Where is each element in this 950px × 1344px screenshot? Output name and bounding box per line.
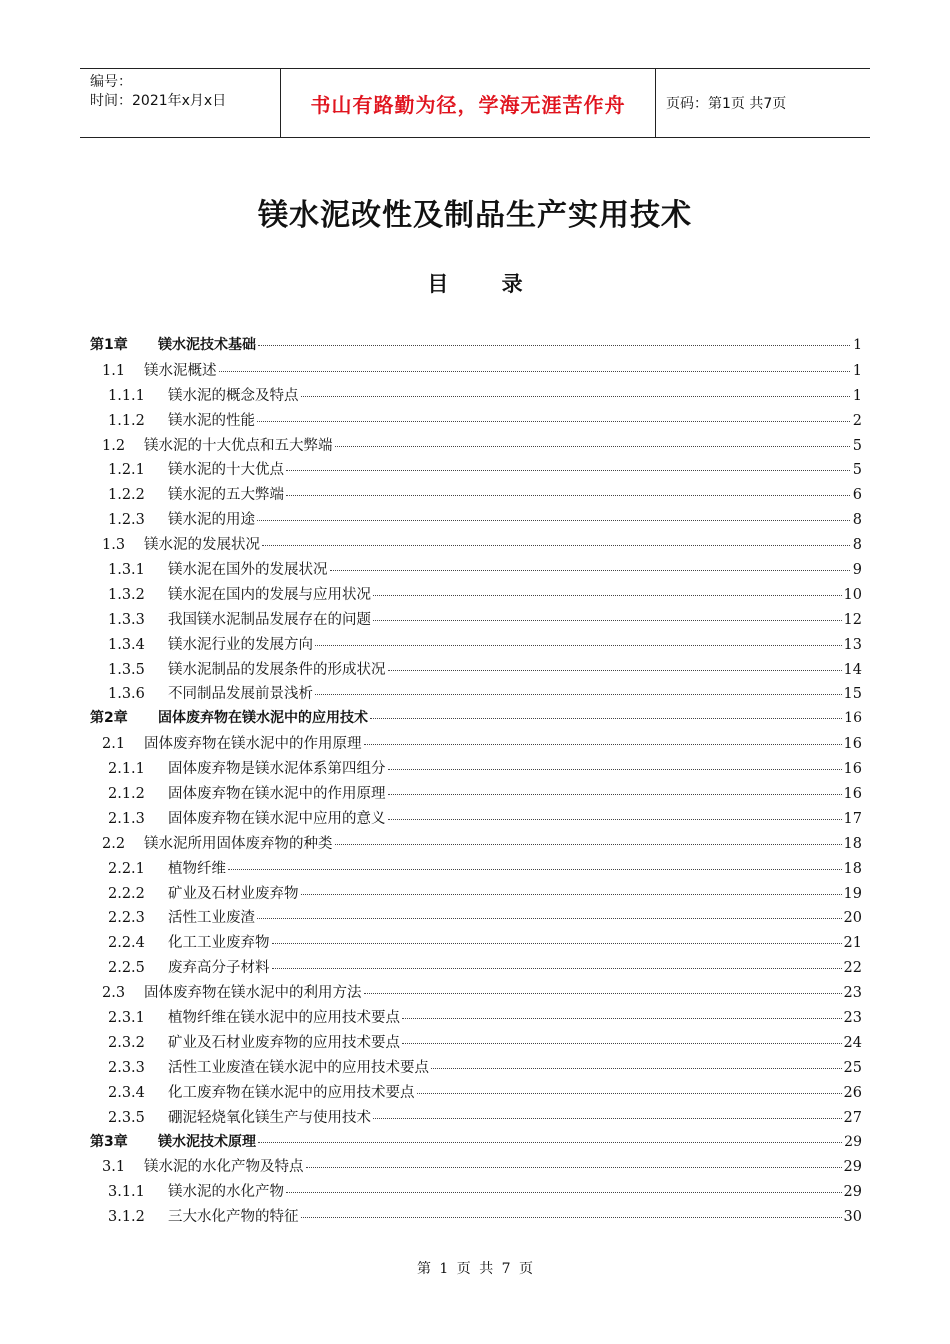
toc-entry-number: 3.1.1 [108, 1184, 145, 1201]
document-date: 时间：2021年x月x日 [90, 93, 227, 109]
toc-entry[interactable] [90, 682, 862, 707]
dot-leader [373, 1118, 842, 1119]
dot-leader [306, 1167, 842, 1168]
toc-entry[interactable] [90, 956, 862, 981]
toc-entry-page: 29 [844, 1133, 862, 1150]
toc-entry-title: 固体废弃物在镁水泥中应用的意义 [168, 810, 386, 827]
toc-entry-page: 23 [843, 1010, 862, 1027]
toc-entry-page: 5 [852, 437, 862, 454]
toc-entry-page: 18 [843, 860, 862, 877]
toc-entry[interactable] [90, 931, 862, 956]
toc-entry-page: 29 [843, 1159, 862, 1176]
toc-entry[interactable] [90, 508, 862, 533]
dot-leader [417, 1093, 842, 1094]
dot-leader [388, 769, 842, 770]
toc-entry[interactable] [90, 1106, 862, 1131]
header-motto: 书山有路勤为径，学海无涯苦作舟 [280, 69, 656, 137]
toc-entry-title: 镁水泥的十大优点和五大弊端 [144, 437, 333, 454]
dot-leader [286, 1192, 842, 1193]
toc-entry[interactable] [90, 981, 862, 1006]
dot-leader [272, 943, 842, 944]
toc-entry-number: 1.3 [102, 537, 126, 554]
toc-chapter-entry[interactable] [90, 1131, 862, 1156]
dot-leader [315, 645, 842, 646]
toc-entry-title: 固体废弃物在镁水泥中的利用方法 [144, 985, 362, 1002]
toc-entry[interactable] [90, 483, 862, 508]
dot-leader [335, 844, 842, 845]
toc-entry-page: 2 [852, 412, 862, 429]
toc-entry-number: 1.3.3 [108, 611, 145, 628]
toc-entry-page: 16 [843, 761, 862, 778]
toc-entry[interactable] [90, 782, 862, 807]
toc-entry-number: 1.3.1 [108, 562, 145, 579]
toc-entry[interactable] [90, 906, 862, 931]
toc-entry[interactable] [90, 434, 862, 459]
dot-leader [219, 371, 851, 372]
toc-entry-number: 3.1.2 [108, 1209, 145, 1226]
toc-entry-number: 3.1 [102, 1159, 126, 1176]
dot-leader [388, 794, 842, 795]
toc-entry-title: 镁水泥的用途 [168, 512, 255, 529]
toc-entry[interactable] [90, 608, 862, 633]
toc-entry-title: 不同制品发展前景浅析 [168, 686, 313, 703]
toc-entry-title: 镁水泥的五大弊端 [168, 487, 284, 504]
toc-entry[interactable] [90, 558, 862, 583]
toc-entry-number: 第1章 [90, 337, 128, 353]
toc-entry[interactable] [90, 857, 862, 882]
toc-entry[interactable] [90, 807, 862, 832]
dot-leader [364, 993, 842, 994]
dot-leader [335, 446, 851, 447]
toc-entry-page: 18 [843, 835, 862, 852]
toc-entry-page: 16 [844, 710, 862, 727]
toc-entry[interactable] [90, 1031, 862, 1056]
toc-entry-page: 15 [843, 686, 862, 703]
toc-entry[interactable] [90, 1205, 862, 1230]
dot-leader [286, 495, 850, 496]
dot-leader [258, 1142, 842, 1143]
header-page-info: 页码：第1页 共7页 [666, 96, 787, 112]
toc-entry-title: 植物纤维 [168, 860, 226, 877]
toc-entry-number: 第2章 [90, 710, 128, 727]
toc-entry-title: 镁水泥的水化产物及特点 [144, 1159, 304, 1176]
dot-leader [228, 869, 842, 870]
toc-entry-number: 1.1.2 [108, 412, 145, 429]
toc-entry[interactable] [90, 409, 862, 434]
toc-entry-number: 2.2.2 [108, 885, 145, 902]
dot-leader [402, 1043, 842, 1044]
toc-entry[interactable] [90, 1155, 862, 1180]
dot-leader [402, 1018, 842, 1019]
toc-entry-title: 镁水泥技术基础 [158, 337, 256, 353]
toc-entry[interactable] [90, 583, 862, 608]
toc-entry-page: 21 [843, 935, 862, 952]
toc-entry-page: 1 [852, 387, 862, 404]
toc-entry-page: 29 [843, 1184, 862, 1201]
toc-entry[interactable] [90, 458, 862, 483]
toc-entry-number: 2.3 [102, 985, 126, 1002]
toc-entry-page: 8 [852, 537, 862, 554]
toc-entry-page: 14 [843, 661, 862, 678]
toc-entry-number: 2.1.2 [108, 786, 145, 803]
toc-entry-page: 1 [852, 362, 862, 379]
toc-entry[interactable] [90, 1180, 862, 1205]
toc-entry-title: 活性工业废渣 [168, 910, 255, 927]
toc-entry-title: 矿业及石材业废弃物 [168, 885, 299, 902]
toc-chapter-entry[interactable] [90, 707, 862, 732]
toc-entry-number: 2.1.3 [108, 810, 145, 827]
toc-entry[interactable] [90, 384, 862, 409]
toc-entry-page: 16 [843, 736, 862, 753]
toc-entry-page: 5 [852, 462, 862, 479]
toc-entry-number: 2.3.2 [108, 1034, 145, 1051]
toc-entry-page: 8 [852, 512, 862, 529]
toc-entry-title: 镁水泥的发展状况 [144, 537, 260, 554]
toc-entry-number: 1.1 [102, 362, 126, 379]
toc-entry[interactable] [90, 832, 862, 857]
toc-entry-page: 17 [843, 810, 862, 827]
dot-leader [272, 968, 842, 969]
dot-leader [262, 545, 850, 546]
toc-entry-title: 废弃高分子材料 [168, 960, 270, 977]
dot-leader [258, 345, 850, 346]
dot-leader [330, 570, 851, 571]
toc-chapter-entry[interactable] [90, 334, 862, 359]
toc-entry[interactable] [90, 633, 862, 658]
toc-entry-title: 矿业及石材业废弃物的应用技术要点 [168, 1034, 400, 1051]
toc-entry-number: 1.3.4 [108, 636, 145, 653]
toc-entry-page: 9 [852, 562, 862, 579]
dot-leader [388, 670, 842, 671]
toc-entry-title: 镁水泥概述 [144, 362, 217, 379]
toc-entry[interactable] [90, 533, 862, 558]
toc-entry-page: 30 [843, 1209, 862, 1226]
page-footer: 第 1 页 共 7 页 [416, 1261, 534, 1277]
toc-entry-number: 1.3.5 [108, 661, 145, 678]
toc-entry[interactable] [90, 1081, 862, 1106]
toc-entry-title: 固体废弃物在镁水泥中的应用技术 [158, 710, 368, 727]
toc-entry-page: 6 [852, 487, 862, 504]
toc-entry-number: 2.3.1 [108, 1010, 145, 1027]
toc-entry-page: 12 [843, 611, 862, 628]
toc-entry-number: 2.2.3 [108, 910, 145, 927]
toc-entry-number: 1.3.2 [108, 586, 145, 603]
table-of-contents [90, 334, 862, 1230]
toc-entry-page: 24 [843, 1034, 862, 1051]
document-number-label: 编号： [90, 74, 132, 90]
toc-entry-title: 硼泥轻烧氧化镁生产与使用技术 [168, 1109, 371, 1126]
toc-entry-number: 2.3.3 [108, 1059, 145, 1076]
toc-entry-number: 2.2.5 [108, 960, 145, 977]
toc-entry-title: 固体废弃物在镁水泥中的作用原理 [168, 786, 386, 803]
dot-leader [373, 620, 842, 621]
toc-entry[interactable] [90, 732, 862, 757]
toc-entry[interactable] [90, 359, 862, 384]
toc-entry-number: 2.2 [102, 835, 126, 852]
toc-entry-title: 镁水泥的水化产物 [168, 1184, 284, 1201]
dot-leader [388, 819, 842, 820]
toc-entry[interactable] [90, 882, 862, 907]
toc-entry-page: 25 [843, 1059, 862, 1076]
dot-leader [257, 520, 850, 521]
toc-entry-page: 16 [843, 786, 862, 803]
toc-entry-page: 20 [843, 910, 862, 927]
toc-entry-title: 固体废弃物在镁水泥中的作用原理 [144, 736, 362, 753]
dot-leader [370, 718, 842, 719]
toc-entry-number: 2.3.5 [108, 1109, 145, 1126]
toc-entry-page: 22 [843, 960, 862, 977]
document-title: 镁水泥改性及制品生产实用技术 [258, 198, 692, 233]
dot-leader [431, 1068, 842, 1069]
dot-leader [315, 694, 842, 695]
toc-entry-page: 19 [843, 885, 862, 902]
toc-entry-number: 1.2.1 [108, 462, 145, 479]
toc-entry-title: 镁水泥所用固体废弃物的种类 [144, 835, 333, 852]
toc-entry-title: 镁水泥制品的发展条件的形成状况 [168, 661, 386, 678]
toc-entry-number: 2.1.1 [108, 761, 145, 778]
toc-entry-title: 镁水泥技术原理 [158, 1133, 256, 1150]
page-header [80, 68, 870, 138]
toc-entry-number: 1.2.2 [108, 487, 145, 504]
toc-entry-title: 化工工业废弃物 [168, 935, 270, 952]
toc-entry-title: 镁水泥的十大优点 [168, 462, 284, 479]
toc-entry-number: 1.1.1 [108, 387, 145, 404]
toc-entry-title: 化工废弃物在镁水泥中的应用技术要点 [168, 1084, 415, 1101]
toc-entry-page: 26 [843, 1084, 862, 1101]
toc-entry-page: 23 [843, 985, 862, 1002]
toc-entry-number: 2.2.4 [108, 935, 145, 952]
toc-entry-number: 1.2 [102, 437, 126, 454]
toc-entry-title: 镁水泥的性能 [168, 412, 255, 429]
dot-leader [301, 894, 842, 895]
dot-leader [257, 421, 850, 422]
toc-entry[interactable] [90, 658, 862, 683]
toc-entry-page: 1 [853, 337, 862, 353]
toc-entry-title: 镁水泥在国外的发展状况 [168, 562, 328, 579]
dot-leader [257, 918, 842, 919]
toc-entry-title: 活性工业废渣在镁水泥中的应用技术要点 [168, 1059, 429, 1076]
toc-entry[interactable] [90, 1056, 862, 1081]
toc-entry-title: 植物纤维在镁水泥中的应用技术要点 [168, 1010, 400, 1027]
dot-leader [301, 1217, 842, 1218]
toc-entry-number: 2.2.1 [108, 860, 145, 877]
toc-entry-page: 27 [843, 1109, 862, 1126]
toc-entry-number: 第3章 [90, 1133, 128, 1150]
dot-leader [364, 744, 842, 745]
toc-entry[interactable] [90, 757, 862, 782]
toc-entry-title: 我国镁水泥制品发展存在的问题 [168, 611, 371, 628]
header-meta [80, 69, 280, 137]
toc-entry-page: 10 [843, 586, 862, 603]
dot-leader [373, 595, 842, 596]
toc-entry-title: 镁水泥行业的发展方向 [168, 636, 313, 653]
toc-entry-title: 镁水泥在国内的发展与应用状况 [168, 586, 371, 603]
toc-entry-title: 三大水化产物的特征 [168, 1209, 299, 1226]
toc-entry-number: 1.2.3 [108, 512, 145, 529]
toc-entry-number: 2.1 [102, 736, 126, 753]
toc-heading: 目 录 [427, 272, 523, 296]
toc-entry-number: 1.3.6 [108, 686, 145, 703]
dot-leader [286, 470, 850, 471]
toc-entry-page: 13 [843, 636, 862, 653]
toc-entry-number: 2.3.4 [108, 1084, 145, 1101]
dot-leader [301, 396, 851, 397]
toc-entry-title: 镁水泥的概念及特点 [168, 387, 299, 404]
toc-entry-title: 固体废弃物是镁水泥体系第四组分 [168, 761, 386, 778]
toc-entry[interactable] [90, 1006, 862, 1031]
